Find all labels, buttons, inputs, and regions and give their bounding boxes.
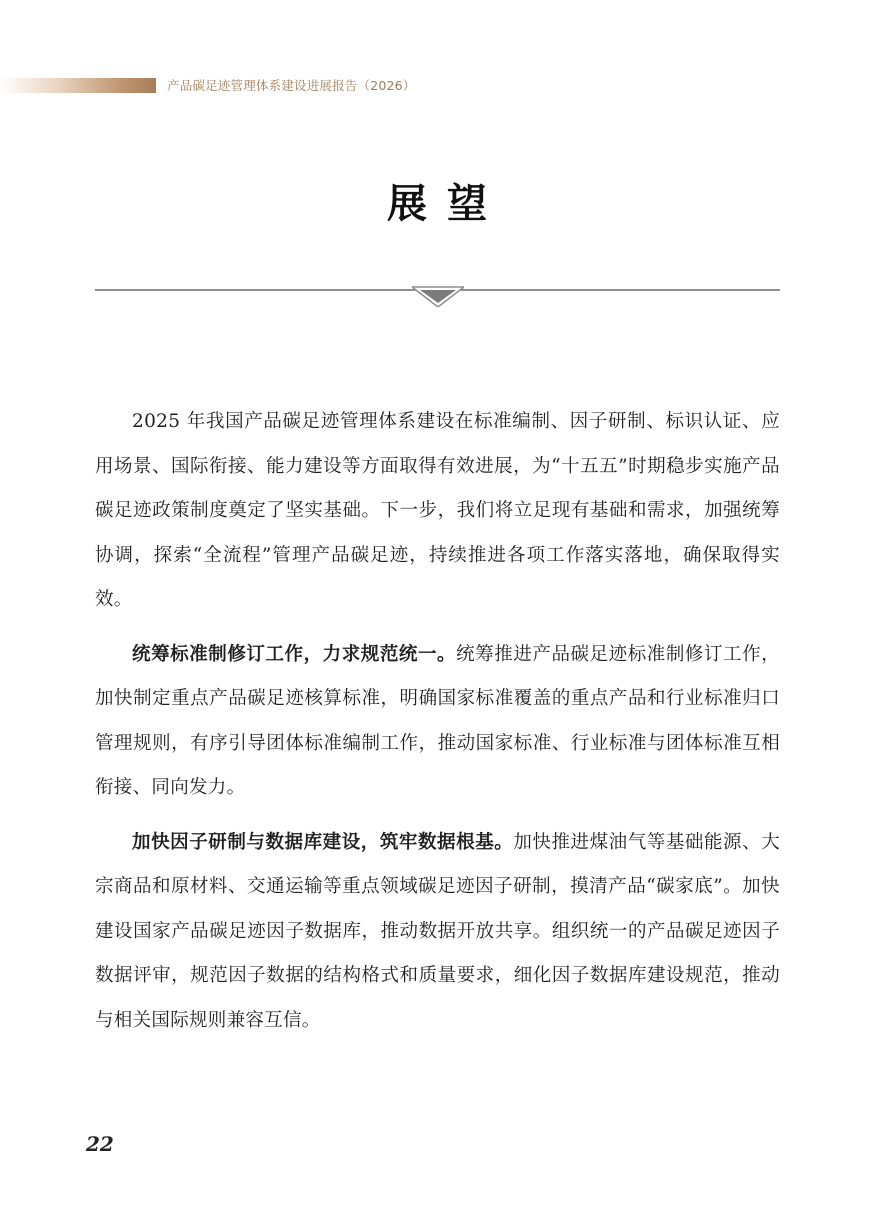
running-header: 产品碳足迹管理体系建设进展报告（2026） — [167, 78, 416, 93]
paragraph-lead: 加快因子研制与数据库建设，筑牢数据根基。 — [132, 831, 514, 853]
paragraph-text: 加快推进煤油气等基础能源、大宗商品和原材料、交通运输等重点领域碳足迹因子研制，摸清产品“碳家底”。加快建设国家产品碳足迹因子数据库，推动数据开放共享。组织统一的产品碳足迹因子数据评审，规范因子数据的结构格式和质量要求，细化因子数据库建设规范，推动与相关国际规则兼容互信。 — [95, 831, 780, 1031]
paragraph-text: 统筹推进产品碳足迹标准制修订工作，加快制定重点产品碳足迹核算标准，明确国家标准覆盖的重点产品和行业标准归口管理规则，有序引导团体标准编制工作，推动国家标准、行业标准与团体标准互相衔接、同向发力。 — [95, 643, 780, 798]
paragraph-1 — [95, 400, 780, 623]
paragraph-3 — [95, 821, 780, 1044]
header-decoration-bar — [0, 78, 156, 93]
page-title: 展望 — [387, 180, 507, 227]
paragraph-text: 2025 年我国产品碳足迹管理体系建设在标准编制、因子研制、标识认证、应用场景、国际衔接、能力建设等方面取得有效进展，为“十五五”时期稳步实施产品碳足迹政策制度奠定了坚实基础。下一步，我们将立足现有基础和需求，加强统筹协调，探索“全流程”管理产品碳足迹，持续推进各项工作落实落地，确保取得实效。 — [95, 411, 780, 610]
body-text — [95, 400, 780, 1053]
page-number: 22 — [86, 1132, 114, 1156]
divider-arrow-icon — [412, 285, 464, 307]
paragraph-lead: 统筹标准制修订工作，力求规范统一。 — [132, 643, 457, 665]
paragraph-2 — [95, 633, 780, 811]
